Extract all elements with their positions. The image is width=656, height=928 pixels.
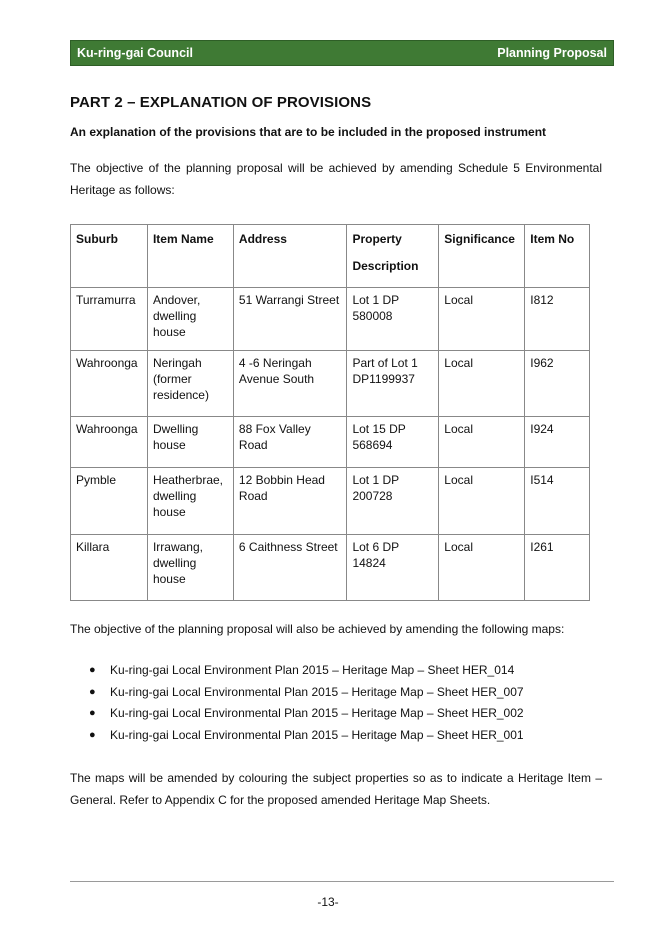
page-header xyxy=(70,40,614,66)
table-header-row xyxy=(71,225,590,288)
map-sheet-label: Ku-ring-gai Local Environmental Plan 2015 – Heritage Map – Sheet HER_001 xyxy=(110,727,524,742)
maps-intro-paragraph: The objective of the planning proposal will also be achieved by amending the following maps: xyxy=(70,622,565,636)
bullet-icon: ● xyxy=(89,707,96,719)
council-name: Ku-ring-gai Council xyxy=(77,46,193,60)
map-sheet-label: Ku-ring-gai Local Environmental Plan 2015 – Heritage Map – Sheet HER_002 xyxy=(110,706,524,720)
bullet-icon: ● xyxy=(89,728,96,741)
list-item xyxy=(70,660,524,682)
cell-property: Lot 6 DP 14824 xyxy=(347,535,439,601)
header-description: Description xyxy=(352,259,419,273)
cell-item-no: I261 xyxy=(525,535,590,601)
cell-item-name: Neringah (former residence) xyxy=(147,351,233,417)
intro-paragraph: The objective of the planning proposal will be achieved by amending Schedule 5 Environmental Heritage as follows: xyxy=(70,161,602,197)
cell-suburb: Wahroonga xyxy=(71,417,148,468)
header-item-name: Item Name xyxy=(147,225,233,288)
list-item xyxy=(70,703,524,725)
map-sheet-label: Ku-ring-gai Local Environmental Plan 2015 – Heritage Map – Sheet HER_007 xyxy=(110,684,524,699)
table-row xyxy=(71,535,590,601)
header-property-description xyxy=(347,225,439,288)
cell-significance: Local xyxy=(439,351,525,417)
cell-property: Part of Lot 1 DP1199937 xyxy=(347,351,439,417)
list-item xyxy=(70,725,524,747)
cell-significance: Local xyxy=(439,417,525,468)
cell-item-no: I924 xyxy=(525,417,590,468)
cell-property: Lot 15 DP 568694 xyxy=(347,417,439,468)
header-address: Address xyxy=(233,225,347,288)
cell-property: Lot 1 DP 200728 xyxy=(347,468,439,535)
cell-address: 88 Fox Valley Road xyxy=(233,417,347,468)
cell-suburb: Killara xyxy=(71,535,148,601)
cell-significance: Local xyxy=(439,288,525,351)
table-row xyxy=(71,417,590,468)
document-type: Planning Proposal xyxy=(497,46,607,60)
heritage-schedule-table xyxy=(70,224,590,601)
section-subheading: An explanation of the provisions that are to be included in the proposed instrument xyxy=(70,125,547,139)
cell-suburb: Turramurra xyxy=(71,288,148,351)
header-property: Property xyxy=(352,232,402,246)
cell-suburb: Pymble xyxy=(71,468,148,535)
cell-property: Lot 1 DP 580008 xyxy=(347,288,439,351)
cell-address: 51 Warrangi Street xyxy=(233,288,347,351)
cell-address: 12 Bobbin Head Road xyxy=(233,468,347,535)
cell-item-no: I962 xyxy=(525,351,590,417)
footer-divider xyxy=(70,881,614,882)
cell-item-name: Irrawang, dwelling house xyxy=(147,535,233,601)
cell-significance: Local xyxy=(439,468,525,535)
page-number: -13- xyxy=(317,895,339,909)
map-sheet-list xyxy=(70,660,524,746)
header-significance: Significance xyxy=(439,225,525,288)
cell-address: 4 -6 Neringah Avenue South xyxy=(233,351,347,417)
cell-item-no: I812 xyxy=(525,288,590,351)
cell-significance: Local xyxy=(439,535,525,601)
closing-paragraph: The maps will be amended by colouring the subject properties so as to indicate a Heritage Item – General. Refer to Appendix C for the proposed amended Heritage Map Sheets. xyxy=(70,771,602,807)
cell-address: 6 Caithness Street xyxy=(233,535,347,601)
cell-suburb: Wahroonga xyxy=(71,351,148,417)
header-item-no: Item No xyxy=(525,225,590,288)
cell-item-name: Andover, dwelling house xyxy=(147,288,233,351)
table-row xyxy=(71,288,590,351)
bullet-icon: ● xyxy=(89,685,96,698)
list-item xyxy=(70,682,524,704)
table-row xyxy=(71,351,590,417)
table-row xyxy=(71,468,590,535)
cell-item-name: Dwelling house xyxy=(147,417,233,468)
header-suburb: Suburb xyxy=(71,225,148,288)
bullet-icon: ● xyxy=(89,664,96,676)
cell-item-no: I514 xyxy=(525,468,590,535)
map-sheet-label: Ku-ring-gai Local Environment Plan 2015 – Heritage Map – Sheet HER_014 xyxy=(110,663,515,677)
cell-item-name: Heatherbrae, dwelling house xyxy=(147,468,233,535)
part-title: PART 2 – EXPLANATION OF PROVISIONS xyxy=(70,94,372,111)
